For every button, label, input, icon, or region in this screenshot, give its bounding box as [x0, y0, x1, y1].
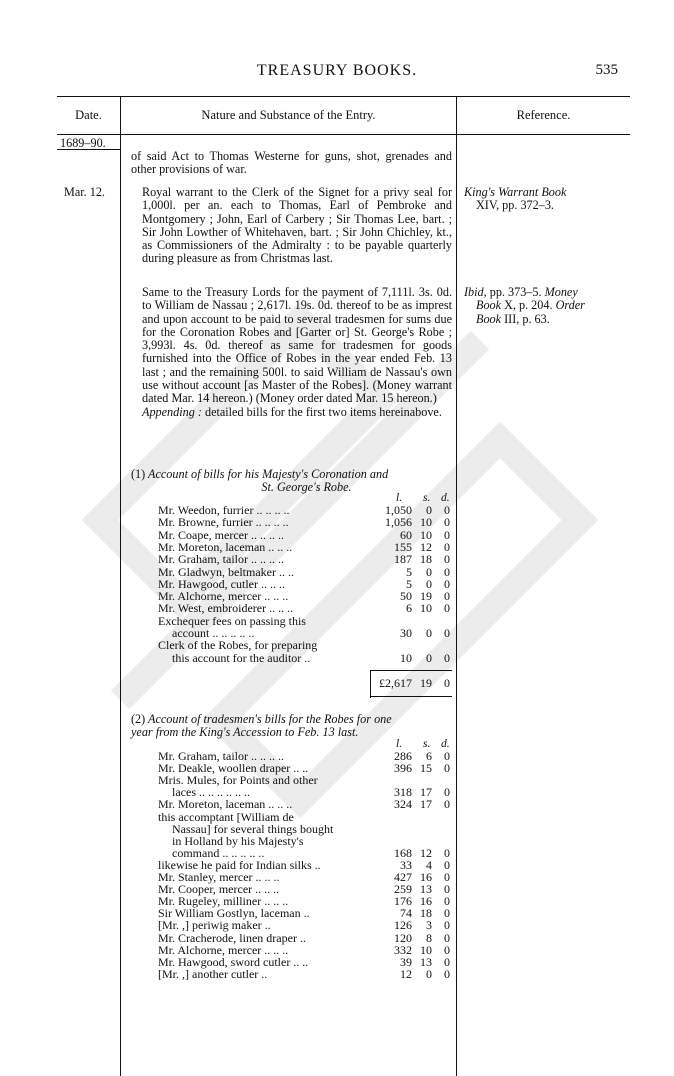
account-2-item-pence: 0	[444, 749, 450, 763]
account-2-item-shillings: 13	[420, 882, 432, 897]
account-1-total-shillings: 19	[420, 675, 432, 690]
account-1-item-pence: 0	[444, 601, 450, 616]
account-1-item-name: Mr. Gladwyn, beltmaker .. ..	[158, 564, 294, 579]
account-1-total-pounds: £2,617	[379, 675, 412, 690]
account-2-item-pounds: 259	[394, 882, 412, 897]
page-number: 535	[595, 62, 618, 78]
account-2-item-shillings: 3	[426, 918, 432, 933]
reference-kings-warrant: King's Warrant Book XIV, pp. 372–3.	[464, 185, 567, 213]
account-1-item-shillings: 18	[420, 552, 432, 567]
column-header-date: Date.	[75, 108, 102, 122]
account-1-item-pence: 0	[444, 503, 450, 517]
account-2-item-name: this accomptant [William de	[158, 809, 294, 824]
account-2-item-shillings: 6	[426, 749, 432, 763]
account-2-item-pounds: 12	[400, 966, 412, 981]
account-1-item-pounds: 50	[400, 589, 412, 604]
reference-ibid: Ibid, pp. 373–5. Money Book X, p. 204. Order Book III, p. 63.	[464, 285, 585, 326]
account-1-item-pence: 0	[444, 515, 450, 530]
account-1-item-pounds: 187	[394, 552, 412, 567]
account-1-item-name: Mr. Alchorne, mercer .. .. ..	[158, 589, 289, 604]
account-2-item-shillings: 12	[420, 845, 432, 860]
account-1-item-shillings: 0	[426, 576, 432, 591]
account-2-item-name: Mr. Graham, tailor .. .. .. ..	[158, 749, 284, 763]
account-2-item-name: [Mr. ,] periwig maker ..	[158, 918, 271, 933]
account-2-item-pounds: 33	[400, 857, 412, 872]
account-1-item-pounds: 60	[400, 527, 412, 542]
account-2-item-name: Mr. Stanley, mercer .. .. ..	[158, 870, 280, 884]
account-1-item-pounds: 155	[394, 539, 412, 554]
account-1-fees-pence: 0	[444, 626, 450, 640]
account-2-lsd-heading-l: l.	[396, 738, 403, 750]
account-2-item-name: Mr. Alchorne, mercer .. .. ..	[158, 942, 289, 957]
account-1-item-shillings: 10	[420, 601, 432, 616]
column-header-nature: Nature and Substance of the Entry.	[201, 108, 376, 122]
account-1-item-name: Mr. Graham, tailor .. .. .. ..	[158, 552, 284, 567]
date-day: Mar. 12.	[64, 185, 105, 199]
account-2-item-pounds: 168	[394, 845, 412, 860]
account-2-item-pence: 0	[444, 845, 450, 860]
account-1-title: (1) Account of bills for his Majesty's Coronation and St. George's Robe.	[131, 467, 389, 494]
account-1-clerk-line-2: this account for the auditor ..	[172, 650, 311, 665]
appending-text: detailed bills for the first two items hereinabove.	[201, 404, 442, 419]
account-2-item-pence: 0	[444, 894, 450, 909]
running-title: TREASURY BOOKS.	[256, 62, 418, 79]
account-2-item-pounds: 120	[394, 930, 412, 945]
account-2-item-name: command .. .. .. .. ..	[172, 845, 265, 860]
account-2-item-pounds: 176	[394, 894, 412, 909]
account-2-item-pounds: 74	[400, 906, 412, 921]
account-2-item-pounds: 324	[394, 797, 412, 812]
account-2-item-name: Mris. Mules, for Points and other	[158, 773, 318, 788]
account-2-item-name: Mr. Deakle, woollen draper .. ..	[158, 761, 309, 776]
account-1-item-name: Mr. Hawgood, cutler .. .. ..	[158, 576, 285, 591]
account-2-item-name: Nassau] for several things bought	[172, 821, 334, 836]
account-2-item-shillings: 17	[420, 797, 432, 812]
account-2-item-pence: 0	[444, 930, 450, 945]
account-1-item-pence: 0	[444, 552, 450, 567]
account-2-lsd-heading-s: s.	[423, 738, 431, 750]
account-2-item-name: Sir William Gostlyn, laceman ..	[158, 906, 310, 921]
account-2-item-pence: 0	[444, 906, 450, 921]
account-2-item-shillings: 15	[420, 761, 432, 776]
account-2-title: (2) Account of tradesmen's bills for the Robes for one year from the King's Accession to Feb. 13 last.	[131, 712, 392, 739]
account-1-item-name: Mr. West, embroiderer .. .. ..	[158, 601, 294, 616]
account-2-item-pounds: 332	[394, 942, 412, 957]
account-1-clerk-line-1: Clerk of the Robes, for preparing	[158, 638, 318, 653]
top-rule	[57, 96, 630, 97]
account-1-fees-pounds: 30	[400, 626, 412, 640]
account-1-item-name: Mr. Moreton, laceman .. .. ..	[158, 539, 293, 554]
account-2-item-name: [Mr. ,] another cutler ..	[158, 966, 268, 981]
account-1-total-rule-top	[370, 670, 452, 671]
account-2-item-pence: 0	[444, 918, 450, 933]
account-2-item-name: Mr. Moreton, laceman .. .. ..	[158, 797, 293, 812]
account-1-clerk-pence: 0	[444, 650, 450, 665]
account-2-item-name: laces .. .. .. .. .. ..	[172, 785, 250, 800]
account-2-item-shillings: 18	[420, 906, 432, 921]
account-2-item-pence: 0	[444, 966, 450, 981]
account-1-item-pounds: 5	[406, 576, 412, 591]
account-2-item-pence: 0	[444, 954, 450, 969]
account-1-item-shillings: 0	[426, 503, 432, 517]
account-1-item-name: Mr. Browne, furrier .. .. .. ..	[158, 515, 289, 530]
account-1-item-name: Mr. Coape, mercer .. .. .. ..	[158, 527, 284, 542]
account-2-item-pounds: 318	[394, 785, 412, 800]
account-1-item-pence: 0	[444, 576, 450, 591]
account-2-lsd-heading-d: d.	[441, 738, 450, 750]
account-1-clerk-shillings: 0	[426, 650, 432, 665]
account-2-item-name: Mr. Hawgood, sword cutler .. ..	[158, 954, 309, 969]
account-2-item-shillings: 16	[420, 870, 432, 884]
account-1-item-pence: 0	[444, 564, 450, 579]
account-1-fees-shillings: 0	[426, 626, 432, 640]
account-2-item-name: Mr. Cooper, mercer .. .. ..	[158, 882, 280, 897]
date-year: 1689–90.	[60, 136, 106, 150]
account-1-total-rule-bottom	[370, 696, 452, 697]
account-2-item-pounds: 396	[394, 761, 412, 776]
account-1-item-pounds: 5	[406, 564, 412, 579]
account-1-item-shillings: 0	[426, 564, 432, 579]
account-2-item-pence: 0	[444, 785, 450, 800]
entry-royal-warrant: Royal warrant to the Clerk of the Signet for a privy seal for 1,000l. per an. each to Thomas, Earl of Pembroke and Montgomery ; John, Earl of Carbery ; Sir Thomas Lee, bart. ; Sir John Lowther of Whitehaven, bart. ; Sir John Chichley, kt., as Commissioners of the Admiralty : to be payable quarterly during pleasure as from Christmas last.	[142, 185, 452, 266]
account-2-item-pence: 0	[444, 870, 450, 884]
account-2-item-shillings: 0	[426, 966, 432, 981]
account-1-item-shillings: 10	[420, 527, 432, 542]
account-2-item-pence: 0	[444, 761, 450, 776]
account-2-item-pounds: 286	[394, 749, 412, 763]
account-1-item-pounds: 6	[406, 601, 412, 616]
account-1-lsd-heading-s: s.	[423, 492, 431, 504]
account-1-item-name: Mr. Weedon, furrier .. .. .. ..	[158, 503, 290, 517]
account-1-item-shillings: 12	[420, 539, 432, 554]
account-2-item-name: in Holland by his Majesty's	[172, 833, 304, 848]
account-2-item-pence: 0	[444, 942, 450, 957]
account-1-item-shillings: 19	[420, 589, 432, 604]
account-1-total-pence: 0	[444, 675, 450, 690]
account-2-item-name: likewise he paid for Indian silks ..	[158, 857, 321, 872]
header-bottom-rule	[57, 134, 630, 135]
account-2-item-name: Mr. Rugeley, milliner .. .. ..	[158, 894, 289, 909]
account-2-item-pounds: 39	[400, 954, 412, 969]
column-divider-1	[120, 97, 121, 1076]
account-2-item-pence: 0	[444, 797, 450, 812]
account-2-item-shillings: 16	[420, 894, 432, 909]
account-2-item-shillings: 13	[420, 954, 432, 969]
entry-continuation: of said Act to Thomas Westerne for guns, shot, grenades and other provisions of war.	[131, 149, 452, 177]
column-header-reference: Reference.	[516, 108, 571, 122]
column-divider-2	[456, 97, 457, 1076]
account-2-item-name: Mr. Cracherode, linen draper ..	[158, 930, 306, 945]
account-1-lsd-heading-l: l.	[396, 492, 403, 504]
account-1-item-pence: 0	[444, 589, 450, 604]
account-1-item-pence: 0	[444, 539, 450, 554]
account-1-item-pounds: 1,056	[385, 515, 412, 530]
account-2-item-pence: 0	[444, 882, 450, 897]
account-2-item-shillings: 17	[420, 785, 432, 800]
account-1-item-shillings: 10	[420, 515, 432, 530]
account-1-fees-line-2: account .. .. .. .. ..	[172, 626, 255, 640]
account-1-lsd-heading-d: d.	[441, 492, 450, 504]
account-1-clerk-pounds: 10	[400, 650, 412, 665]
account-2-item-shillings: 4	[426, 857, 432, 872]
account-2-item-pounds: 126	[394, 918, 412, 933]
account-1-fees-line-1: Exchequer fees on passing this	[158, 613, 306, 628]
account-2-item-pounds: 427	[394, 870, 412, 884]
appending-label: Appending :	[142, 404, 202, 419]
account-1-item-pounds: 1,050	[385, 503, 412, 517]
account-1-item-pence: 0	[444, 527, 450, 542]
account-2-item-shillings: 10	[420, 942, 432, 957]
account-2-item-shillings: 8	[426, 930, 432, 945]
entry-same-to-treasury: Same to the Treasury Lords for the payment of 7,111l. 3s. 0d. to William de Nassau ; 2,617l. 19s. 0d. thereof to be as imprest and upon account to be paid to several tradesmen for sums due for the Coronation Robes and [Garter or] St. George's Robe ; 3,993l. 4s. 0d. thereof as same for tradesmen for goods furnished into the Office of Robes in the year ended Feb. 13 last ; and the remaining 500l. to said William de Nassau's own use without account [as Master of the Robes]. (Money warrant dated Mar. 14 hereon.) (Money order dated Mar. 15 hereon.) Appending : detailed bills for the first two items hereinabove.	[142, 285, 452, 419]
account-2-item-pence: 0	[444, 857, 450, 872]
